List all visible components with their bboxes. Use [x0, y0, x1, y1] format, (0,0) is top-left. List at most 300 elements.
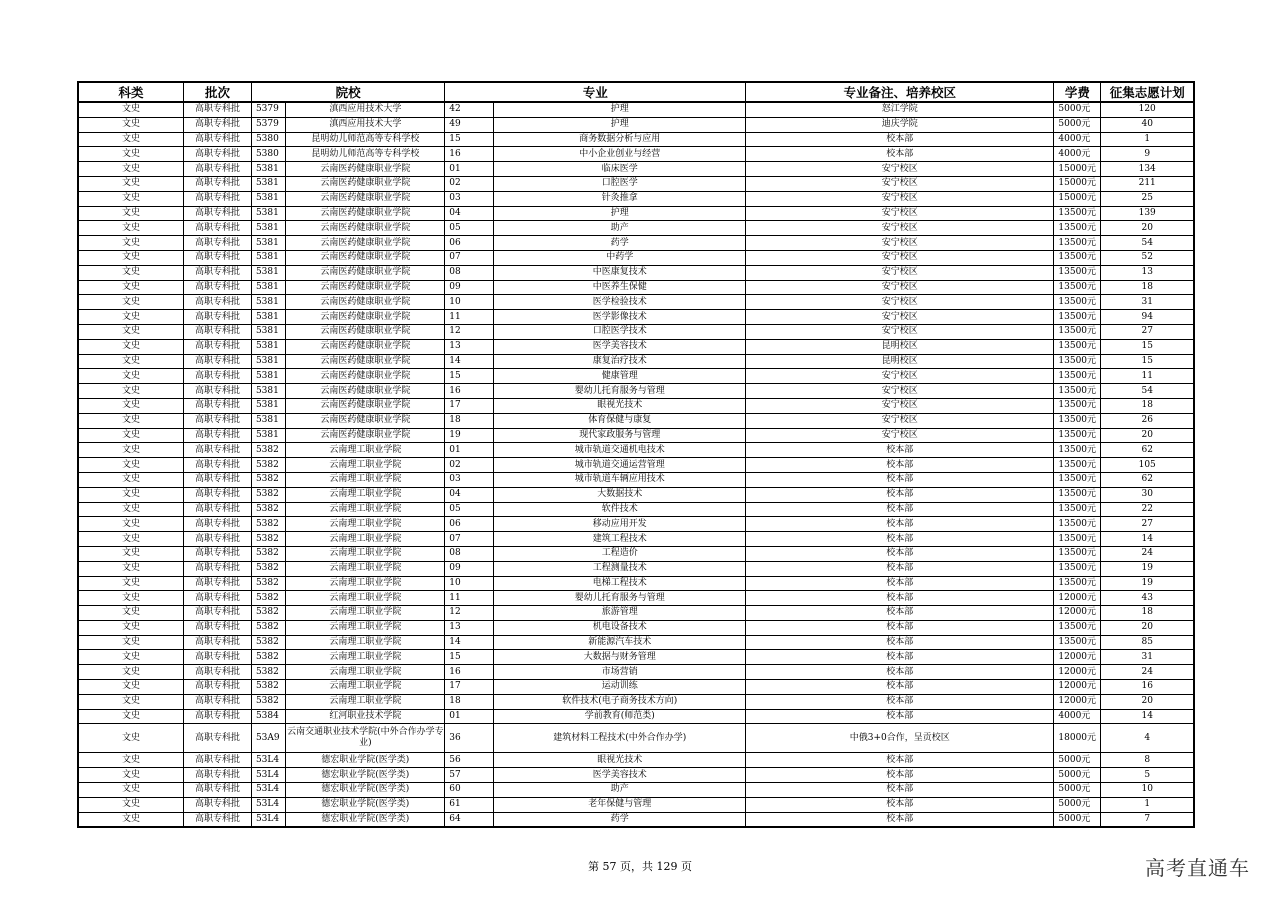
cell-major-name: 建筑工程技术: [494, 532, 746, 547]
cell-tuition: 4000元: [1054, 147, 1101, 162]
table-row: [78, 694, 1194, 709]
cell-major-code: 61: [445, 797, 494, 812]
cell-plan-count: 18: [1101, 398, 1194, 413]
cell-subject-category: 文史: [78, 709, 184, 724]
cell-school-name: 云南医药健康职业学院: [286, 176, 445, 191]
cell-major-name: 城市轨道车辆应用技术: [494, 472, 746, 487]
cell-subject-category: 文史: [78, 221, 184, 236]
cell-batch: 高职专科批: [184, 324, 252, 339]
cell-subject-category: 文史: [78, 546, 184, 561]
cell-plan-count: 139: [1101, 206, 1194, 221]
cell-batch: 高职专科批: [184, 635, 252, 650]
cell-major-name: 市场营销: [494, 665, 746, 680]
cell-subject-category: 文史: [78, 147, 184, 162]
cell-batch: 高职专科批: [184, 384, 252, 399]
cell-major-notes: 安宁校区: [746, 206, 1054, 221]
cell-school-code: 5382: [251, 546, 285, 561]
cell-subject-category: 文史: [78, 265, 184, 280]
cell-subject-category: 文史: [78, 443, 184, 458]
cell-tuition: 13500元: [1054, 206, 1101, 221]
cell-tuition: 13500元: [1054, 413, 1101, 428]
cell-subject-category: 文史: [78, 797, 184, 812]
cell-subject-category: 文史: [78, 472, 184, 487]
table-row: [78, 428, 1194, 443]
cell-major-code: 13: [445, 339, 494, 354]
header-tuition: 学费: [1054, 82, 1101, 102]
cell-major-code: 16: [445, 665, 494, 680]
cell-major-code: 06: [445, 236, 494, 251]
cell-major-notes: 安宁校区: [746, 324, 1054, 339]
cell-school-code: 5380: [251, 132, 285, 147]
cell-tuition: 12000元: [1054, 650, 1101, 665]
cell-major-code: 15: [445, 369, 494, 384]
cell-school-name: 云南交通职业技术学院(中外合作办学专业): [286, 724, 445, 753]
header-major-notes-campus: 专业备注、培养校区: [746, 82, 1054, 102]
cell-major-name: 建筑材料工程技术(中外合作办学): [494, 724, 746, 753]
cell-major-code: 01: [445, 709, 494, 724]
cell-major-name: 婴幼儿托育服务与管理: [494, 591, 746, 606]
cell-school-name: 云南理工职业学院: [286, 680, 445, 695]
cell-school-name: 云南理工职业学院: [286, 665, 445, 680]
cell-school-code: 5382: [251, 694, 285, 709]
cell-school-code: 5381: [251, 369, 285, 384]
cell-subject-category: 文史: [78, 413, 184, 428]
cell-school-name: 云南理工职业学院: [286, 635, 445, 650]
cell-plan-count: 20: [1101, 694, 1194, 709]
cell-tuition: 5000元: [1054, 102, 1101, 117]
cell-plan-count: 5: [1101, 768, 1194, 783]
table-row: [78, 665, 1194, 680]
cell-major-name: 医学美容技术: [494, 339, 746, 354]
cell-major-name: 护理: [494, 206, 746, 221]
cell-school-code: 5382: [251, 620, 285, 635]
cell-batch: 高职专科批: [184, 117, 252, 132]
table-row: [78, 546, 1194, 561]
table-body: [78, 102, 1194, 827]
header-subject-category: 科类: [78, 82, 184, 102]
cell-subject-category: 文史: [78, 236, 184, 251]
cell-major-code: 17: [445, 680, 494, 695]
table-row: [78, 591, 1194, 606]
table-row: [78, 724, 1194, 753]
cell-plan-count: 16: [1101, 680, 1194, 695]
cell-batch: 高职专科批: [184, 812, 252, 827]
cell-school-name: 云南医药健康职业学院: [286, 398, 445, 413]
cell-batch: 高职专科批: [184, 132, 252, 147]
cell-batch: 高职专科批: [184, 606, 252, 621]
table-row: [78, 354, 1194, 369]
cell-major-code: 03: [445, 472, 494, 487]
cell-school-name: 云南理工职业学院: [286, 517, 445, 532]
cell-school-code: 5381: [251, 280, 285, 295]
cell-school-code: 5382: [251, 517, 285, 532]
table-row: [78, 635, 1194, 650]
cell-plan-count: 15: [1101, 339, 1194, 354]
cell-school-code: 5382: [251, 576, 285, 591]
cell-batch: 高职专科批: [184, 591, 252, 606]
cell-batch: 高职专科批: [184, 191, 252, 206]
cell-school-code: 5381: [251, 428, 285, 443]
cell-batch: 高职专科批: [184, 280, 252, 295]
cell-tuition: 13500元: [1054, 280, 1101, 295]
cell-school-code: 5381: [251, 176, 285, 191]
cell-tuition: 13500元: [1054, 354, 1101, 369]
page-number: 第 57 页，共 129 页: [588, 860, 692, 873]
cell-tuition: 12000元: [1054, 606, 1101, 621]
cell-batch: 高职专科批: [184, 339, 252, 354]
cell-batch: 高职专科批: [184, 783, 252, 798]
cell-plan-count: 54: [1101, 384, 1194, 399]
table-row: [78, 369, 1194, 384]
header-major: 专业: [445, 82, 746, 102]
cell-plan-count: 43: [1101, 591, 1194, 606]
cell-subject-category: 文史: [78, 117, 184, 132]
cell-major-notes: 安宁校区: [746, 176, 1054, 191]
cell-school-name: 昆明幼儿师范高等专科学校: [286, 132, 445, 147]
cell-subject-category: 文史: [78, 768, 184, 783]
cell-plan-count: 27: [1101, 517, 1194, 532]
cell-plan-count: 19: [1101, 561, 1194, 576]
cell-major-notes: 校本部: [746, 635, 1054, 650]
cell-school-name: 云南医药健康职业学院: [286, 236, 445, 251]
cell-major-notes: 安宁校区: [746, 221, 1054, 236]
cell-school-name: 云南理工职业学院: [286, 591, 445, 606]
cell-batch: 高职专科批: [184, 532, 252, 547]
cell-major-notes: 校本部: [746, 487, 1054, 502]
cell-major-notes: 校本部: [746, 768, 1054, 783]
cell-major-name: 健康管理: [494, 369, 746, 384]
cell-school-code: 53L4: [251, 753, 285, 768]
cell-subject-category: 文史: [78, 694, 184, 709]
cell-batch: 高职专科批: [184, 413, 252, 428]
cell-major-code: 16: [445, 147, 494, 162]
cell-major-notes: 安宁校区: [746, 369, 1054, 384]
cell-plan-count: 27: [1101, 324, 1194, 339]
cell-major-code: 01: [445, 443, 494, 458]
cell-school-name: 云南理工职业学院: [286, 694, 445, 709]
cell-school-code: 5381: [251, 191, 285, 206]
cell-major-notes: 校本部: [746, 561, 1054, 576]
cell-plan-count: 134: [1101, 162, 1194, 177]
cell-school-code: 5381: [251, 398, 285, 413]
cell-major-name: 口腔医学: [494, 176, 746, 191]
cell-school-name: 云南医药健康职业学院: [286, 369, 445, 384]
cell-plan-count: 11: [1101, 369, 1194, 384]
cell-subject-category: 文史: [78, 635, 184, 650]
cell-major-notes: 校本部: [746, 680, 1054, 695]
cell-major-name: 康复治疗技术: [494, 354, 746, 369]
cell-school-code: 53L4: [251, 768, 285, 783]
cell-tuition: 13500元: [1054, 443, 1101, 458]
cell-tuition: 13500元: [1054, 620, 1101, 635]
cell-major-code: 14: [445, 354, 494, 369]
cell-tuition: 5000元: [1054, 783, 1101, 798]
table-row: [78, 561, 1194, 576]
cell-major-code: 19: [445, 428, 494, 443]
cell-tuition: 13500元: [1054, 428, 1101, 443]
cell-tuition: 12000元: [1054, 694, 1101, 709]
cell-major-name: 工程测量技术: [494, 561, 746, 576]
cell-tuition: 15000元: [1054, 162, 1101, 177]
cell-major-code: 16: [445, 384, 494, 399]
cell-subject-category: 文史: [78, 324, 184, 339]
cell-subject-category: 文史: [78, 398, 184, 413]
cell-major-name: 体育保健与康复: [494, 413, 746, 428]
cell-batch: 高职专科批: [184, 458, 252, 473]
cell-major-name: 口腔医学技术: [494, 324, 746, 339]
cell-plan-count: 94: [1101, 310, 1194, 325]
cell-school-code: 5382: [251, 650, 285, 665]
cell-school-name: 云南医药健康职业学院: [286, 295, 445, 310]
cell-batch: 高职专科批: [184, 295, 252, 310]
table-row: [78, 102, 1194, 117]
cell-school-name: 云南理工职业学院: [286, 532, 445, 547]
cell-major-name: 工程造价: [494, 546, 746, 561]
cell-tuition: 13500元: [1054, 576, 1101, 591]
cell-school-name: 云南理工职业学院: [286, 458, 445, 473]
cell-school-name: 德宏职业学院(医学类): [286, 768, 445, 783]
cell-major-notes: 校本部: [746, 650, 1054, 665]
cell-major-notes: 校本部: [746, 753, 1054, 768]
table-row: [78, 310, 1194, 325]
cell-major-notes: 安宁校区: [746, 413, 1054, 428]
cell-school-name: 德宏职业学院(医学类): [286, 797, 445, 812]
cell-major-notes: 校本部: [746, 812, 1054, 827]
cell-major-name: 移动应用开发: [494, 517, 746, 532]
cell-plan-count: 30: [1101, 487, 1194, 502]
cell-major-code: 10: [445, 295, 494, 310]
cell-major-name: 现代家政服务与管理: [494, 428, 746, 443]
cell-major-notes: 校本部: [746, 606, 1054, 621]
cell-major-notes: 校本部: [746, 502, 1054, 517]
cell-school-code: 5381: [251, 354, 285, 369]
cell-plan-count: 13: [1101, 265, 1194, 280]
cell-batch: 高职专科批: [184, 487, 252, 502]
cell-tuition: 12000元: [1054, 680, 1101, 695]
cell-plan-count: 26: [1101, 413, 1194, 428]
cell-major-name: 婴幼儿托育服务与管理: [494, 384, 746, 399]
cell-school-code: 5382: [251, 606, 285, 621]
cell-major-code: 10: [445, 576, 494, 591]
table-row: [78, 650, 1194, 665]
table-row: [78, 709, 1194, 724]
cell-major-name: 机电设备技术: [494, 620, 746, 635]
cell-major-code: 09: [445, 280, 494, 295]
cell-plan-count: 15: [1101, 354, 1194, 369]
cell-school-code: 5381: [251, 206, 285, 221]
cell-school-code: 5379: [251, 117, 285, 132]
cell-tuition: 13500元: [1054, 635, 1101, 650]
cell-batch: 高职专科批: [184, 354, 252, 369]
cell-school-code: 5384: [251, 709, 285, 724]
cell-major-notes: 昆明校区: [746, 339, 1054, 354]
cell-school-name: 云南医药健康职业学院: [286, 384, 445, 399]
cell-tuition: 13500元: [1054, 265, 1101, 280]
cell-batch: 高职专科批: [184, 650, 252, 665]
cell-subject-category: 文史: [78, 724, 184, 753]
cell-school-code: 5382: [251, 591, 285, 606]
cell-major-name: 电梯工程技术: [494, 576, 746, 591]
cell-major-notes: 校本部: [746, 591, 1054, 606]
cell-tuition: 13500元: [1054, 458, 1101, 473]
cell-major-name: 中小企业创业与经营: [494, 147, 746, 162]
cell-batch: 高职专科批: [184, 709, 252, 724]
table-row: [78, 132, 1194, 147]
cell-major-code: 11: [445, 591, 494, 606]
table-row: [78, 191, 1194, 206]
cell-subject-category: 文史: [78, 665, 184, 680]
table-row: [78, 176, 1194, 191]
cell-school-code: 5382: [251, 532, 285, 547]
cell-tuition: 13500元: [1054, 236, 1101, 251]
cell-major-name: 老年保健与管理: [494, 797, 746, 812]
cell-subject-category: 文史: [78, 561, 184, 576]
cell-plan-count: 22: [1101, 502, 1194, 517]
cell-major-notes: 校本部: [746, 147, 1054, 162]
cell-plan-count: 8: [1101, 753, 1194, 768]
cell-major-notes: 安宁校区: [746, 250, 1054, 265]
cell-major-code: 01: [445, 162, 494, 177]
cell-major-notes: 中俄3+0合作，呈贡校区: [746, 724, 1054, 753]
cell-plan-count: 9: [1101, 147, 1194, 162]
cell-plan-count: 24: [1101, 665, 1194, 680]
cell-major-name: 大数据与财务管理: [494, 650, 746, 665]
cell-major-name: 临床医学: [494, 162, 746, 177]
cell-subject-category: 文史: [78, 176, 184, 191]
cell-major-notes: 昆明校区: [746, 354, 1054, 369]
cell-plan-count: 25: [1101, 191, 1194, 206]
cell-major-name: 医学检验技术: [494, 295, 746, 310]
cell-major-code: 07: [445, 250, 494, 265]
cell-school-name: 云南理工职业学院: [286, 576, 445, 591]
cell-plan-count: 54: [1101, 236, 1194, 251]
cell-major-code: 05: [445, 221, 494, 236]
cell-subject-category: 文史: [78, 487, 184, 502]
table-row: [78, 606, 1194, 621]
cell-major-code: 18: [445, 413, 494, 428]
table-row: [78, 250, 1194, 265]
cell-subject-category: 文史: [78, 532, 184, 547]
cell-major-name: 运动训练: [494, 680, 746, 695]
cell-major-notes: 怒江学院: [746, 102, 1054, 117]
cell-tuition: 4000元: [1054, 132, 1101, 147]
cell-major-name: 软件技术: [494, 502, 746, 517]
cell-batch: 高职专科批: [184, 724, 252, 753]
cell-major-code: 04: [445, 487, 494, 502]
cell-batch: 高职专科批: [184, 443, 252, 458]
cell-tuition: 12000元: [1054, 665, 1101, 680]
cell-plan-count: 52: [1101, 250, 1194, 265]
cell-major-notes: 安宁校区: [746, 384, 1054, 399]
table-row: [78, 753, 1194, 768]
cell-plan-count: 18: [1101, 606, 1194, 621]
cell-subject-category: 文史: [78, 191, 184, 206]
cell-major-code: 49: [445, 117, 494, 132]
table-row: [78, 384, 1194, 399]
cell-subject-category: 文史: [78, 369, 184, 384]
table-row: [78, 812, 1194, 827]
cell-major-name: 软件技术(电子商务技术方向): [494, 694, 746, 709]
cell-major-name: 医学影像技术: [494, 310, 746, 325]
cell-subject-category: 文史: [78, 295, 184, 310]
cell-major-notes: 校本部: [746, 709, 1054, 724]
cell-school-code: 5381: [251, 339, 285, 354]
cell-major-name: 眼视光技术: [494, 398, 746, 413]
cell-school-name: 云南理工职业学院: [286, 606, 445, 621]
cell-subject-category: 文史: [78, 339, 184, 354]
cell-school-name: 云南医药健康职业学院: [286, 354, 445, 369]
cell-school-name: 云南理工职业学院: [286, 650, 445, 665]
cell-major-notes: 校本部: [746, 472, 1054, 487]
cell-batch: 高职专科批: [184, 176, 252, 191]
cell-major-notes: 校本部: [746, 532, 1054, 547]
cell-plan-count: 18: [1101, 280, 1194, 295]
cell-school-name: 云南医药健康职业学院: [286, 428, 445, 443]
table-row: [78, 265, 1194, 280]
cell-subject-category: 文史: [78, 680, 184, 695]
cell-major-code: 06: [445, 517, 494, 532]
cell-subject-category: 文史: [78, 783, 184, 798]
header-institution: 院校: [251, 82, 444, 102]
cell-major-name: 针灸推拿: [494, 191, 746, 206]
cell-school-code: 5381: [251, 413, 285, 428]
cell-tuition: 13500元: [1054, 546, 1101, 561]
table-row: [78, 236, 1194, 251]
cell-subject-category: 文史: [78, 458, 184, 473]
cell-major-notes: 校本部: [746, 576, 1054, 591]
cell-major-name: 护理: [494, 117, 746, 132]
admission-plan-table: [77, 81, 1195, 828]
cell-plan-count: 31: [1101, 295, 1194, 310]
cell-batch: 高职专科批: [184, 162, 252, 177]
cell-major-code: 08: [445, 265, 494, 280]
cell-tuition: 13500元: [1054, 487, 1101, 502]
watermark-logo-text: 高考直通车: [1145, 856, 1250, 880]
cell-batch: 高职专科批: [184, 369, 252, 384]
cell-major-name: 旅游管理: [494, 606, 746, 621]
cell-major-code: 15: [445, 132, 494, 147]
cell-school-name: 云南理工职业学院: [286, 502, 445, 517]
cell-plan-count: 20: [1101, 221, 1194, 236]
cell-batch: 高职专科批: [184, 768, 252, 783]
cell-major-code: 56: [445, 753, 494, 768]
cell-major-code: 12: [445, 324, 494, 339]
cell-major-name: 学前教育(师范类): [494, 709, 746, 724]
cell-major-code: 15: [445, 650, 494, 665]
cell-subject-category: 文史: [78, 280, 184, 295]
cell-plan-count: 20: [1101, 428, 1194, 443]
table-row: [78, 221, 1194, 236]
table-row: [78, 783, 1194, 798]
cell-school-code: 53L4: [251, 812, 285, 827]
table-row: [78, 680, 1194, 695]
cell-major-name: 中医康复技术: [494, 265, 746, 280]
cell-major-notes: 安宁校区: [746, 428, 1054, 443]
cell-batch: 高职专科批: [184, 620, 252, 635]
cell-batch: 高职专科批: [184, 250, 252, 265]
cell-plan-count: 14: [1101, 532, 1194, 547]
table-row: [78, 517, 1194, 532]
cell-major-notes: 校本部: [746, 458, 1054, 473]
cell-plan-count: 14: [1101, 709, 1194, 724]
cell-subject-category: 文史: [78, 502, 184, 517]
cell-school-code: 5381: [251, 324, 285, 339]
table-row: [78, 532, 1194, 547]
cell-plan-count: 24: [1101, 546, 1194, 561]
cell-major-code: 02: [445, 176, 494, 191]
cell-major-code: 64: [445, 812, 494, 827]
cell-plan-count: 40: [1101, 117, 1194, 132]
